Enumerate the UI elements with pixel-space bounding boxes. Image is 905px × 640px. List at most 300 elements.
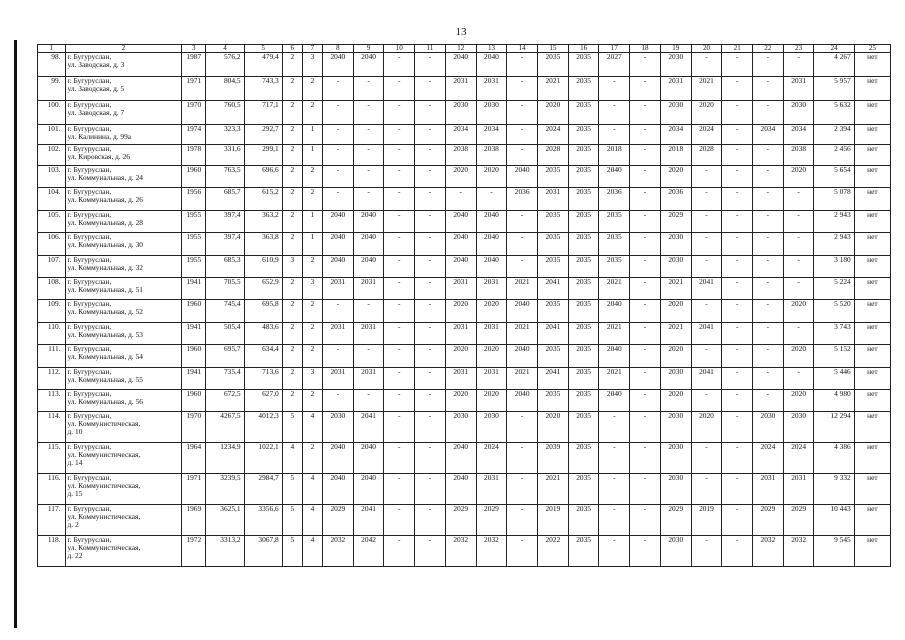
- data-cell: 2031: [476, 368, 507, 390]
- data-cell: 2: [282, 233, 302, 256]
- data-cell: 2031: [476, 474, 507, 505]
- column-number: 14: [507, 45, 538, 53]
- data-cell: 479,4: [244, 53, 282, 77]
- data-cell: 4 386: [814, 443, 854, 474]
- data-cell: -: [507, 101, 538, 125]
- data-cell: нет: [854, 53, 890, 77]
- column-number: 19: [660, 45, 691, 53]
- data-cell: -: [691, 300, 722, 323]
- data-cell: 2031: [538, 188, 569, 211]
- data-cell: -: [322, 345, 353, 368]
- data-cell: -: [722, 256, 753, 278]
- data-cell: 2030: [660, 536, 691, 567]
- data-cell: 2035: [568, 166, 599, 188]
- data-cell: нет: [854, 412, 890, 443]
- data-cell: 735,4: [206, 368, 244, 390]
- data-cell: 3313,2: [206, 536, 244, 567]
- data-cell: 2040: [476, 233, 507, 256]
- data-cell: 652,9: [244, 278, 282, 300]
- column-number-row: [38, 45, 891, 53]
- row-number: 109.: [38, 300, 66, 323]
- address-line: г. Бугуруслан,: [67, 52, 112, 61]
- address-line: ул. Коммунальная, д. 52: [67, 306, 144, 316]
- data-cell: 2035: [568, 536, 599, 567]
- data-cell: -: [783, 233, 814, 256]
- address-line: г. Бугуруслан,: [67, 165, 112, 174]
- data-cell: нет: [854, 145, 890, 166]
- data-cell: нет: [854, 443, 890, 474]
- data-cell: 2040: [476, 53, 507, 77]
- data-cell: 9 545: [814, 536, 854, 567]
- column-number: 21: [722, 45, 753, 53]
- data-cell: 363,8: [244, 233, 282, 256]
- data-cell: нет: [854, 125, 890, 145]
- data-cell: 713,6: [244, 368, 282, 390]
- address-line: г. Бугуруслан,: [67, 124, 112, 133]
- data-cell: 5 632: [814, 101, 854, 125]
- row-number: 101.: [38, 125, 66, 145]
- data-cell: -: [691, 536, 722, 567]
- data-cell: 505,4: [206, 323, 244, 345]
- data-cell: -: [630, 474, 661, 505]
- data-cell: 2038: [783, 145, 814, 166]
- data-cell: -: [691, 443, 722, 474]
- data-cell: 685,3: [206, 256, 244, 278]
- data-cell: 2034: [660, 125, 691, 145]
- data-cell: 2020: [783, 345, 814, 368]
- data-cell: 2031: [322, 323, 353, 345]
- data-cell: -: [783, 323, 814, 345]
- data-cell: 2: [282, 77, 302, 101]
- data-cell: 2035: [538, 345, 569, 368]
- data-cell: 2: [302, 300, 322, 323]
- address-cell: [65, 211, 182, 233]
- data-cell: 4: [302, 505, 322, 536]
- data-cell: -: [722, 166, 753, 188]
- data-cell: 5 520: [814, 300, 854, 323]
- data-cell: -: [722, 145, 753, 166]
- table-row: [38, 278, 891, 300]
- address-line: ул. Коммунистическая,: [67, 480, 141, 490]
- data-cell: -: [384, 166, 415, 188]
- address-line: г. Бугуруслан,: [67, 144, 112, 153]
- data-cell: -: [384, 443, 415, 474]
- data-cell: 2: [282, 53, 302, 77]
- data-cell: -: [322, 300, 353, 323]
- data-cell: -: [322, 166, 353, 188]
- data-cell: -: [630, 256, 661, 278]
- data-cell: -: [630, 166, 661, 188]
- data-cell: 2031: [476, 278, 507, 300]
- data-cell: 2: [282, 166, 302, 188]
- data-cell: 2020: [691, 101, 722, 125]
- data-cell: 2032: [322, 536, 353, 567]
- data-cell: 2029: [660, 505, 691, 536]
- data-cell: -: [322, 125, 353, 145]
- data-cell: 1: [302, 125, 322, 145]
- data-cell: 610,9: [244, 256, 282, 278]
- data-cell: 5 078: [814, 188, 854, 211]
- data-cell: 2041: [353, 505, 384, 536]
- data-cell: -: [415, 390, 446, 412]
- address-cell: [65, 300, 182, 323]
- address-cell: [65, 125, 182, 145]
- column-number: 5: [244, 45, 282, 53]
- data-cell: 695,7: [206, 345, 244, 368]
- data-cell: 2041: [691, 323, 722, 345]
- data-cell: 2040: [322, 443, 353, 474]
- data-cell: -: [476, 188, 507, 211]
- data-cell: 1955: [182, 211, 206, 233]
- data-cell: 615,2: [244, 188, 282, 211]
- data-cell: 2020: [783, 390, 814, 412]
- data-cell: 3625,1: [206, 505, 244, 536]
- data-cell: 2041: [691, 278, 722, 300]
- data-cell: 2040: [599, 166, 630, 188]
- table-row: [38, 125, 891, 145]
- data-cell: -: [722, 390, 753, 412]
- data-cell: -: [753, 345, 784, 368]
- data-cell: 2035: [568, 256, 599, 278]
- data-cell: 3: [302, 368, 322, 390]
- data-cell: 1022,1: [244, 443, 282, 474]
- data-cell: -: [384, 256, 415, 278]
- data-cell: 2032: [783, 536, 814, 567]
- data-cell: 1960: [182, 300, 206, 323]
- data-cell: 4 980: [814, 390, 854, 412]
- data-cell: 2035: [568, 211, 599, 233]
- data-cell: 627,0: [244, 390, 282, 412]
- data-cell: 2 943: [814, 233, 854, 256]
- data-cell: -: [507, 505, 538, 536]
- table-row: [38, 474, 891, 505]
- data-cell: -: [630, 536, 661, 567]
- data-cell: -: [630, 188, 661, 211]
- data-cell: 2030: [660, 101, 691, 125]
- row-number: 113.: [38, 390, 66, 412]
- data-cell: -: [415, 101, 446, 125]
- address-cell: [65, 53, 182, 77]
- data-cell: нет: [854, 278, 890, 300]
- row-number: 106.: [38, 233, 66, 256]
- table-row: [38, 368, 891, 390]
- data-cell: -: [722, 101, 753, 125]
- table-row: [38, 300, 891, 323]
- data-cell: 1970: [182, 412, 206, 443]
- data-cell: 2030: [660, 233, 691, 256]
- address-cell: [65, 505, 182, 536]
- data-cell: 1960: [182, 345, 206, 368]
- data-cell: 2020: [538, 412, 569, 443]
- data-cell: 2040: [322, 53, 353, 77]
- data-cell: 2035: [568, 505, 599, 536]
- data-cell: 2031: [322, 368, 353, 390]
- data-cell: 5: [282, 505, 302, 536]
- data-cell: 2: [302, 256, 322, 278]
- data-cell: -: [783, 256, 814, 278]
- data-cell: 2040: [322, 211, 353, 233]
- data-cell: 2031: [353, 278, 384, 300]
- data-cell: 2020: [538, 101, 569, 125]
- data-cell: -: [630, 53, 661, 77]
- data-cell: -: [722, 474, 753, 505]
- data-cell: 2: [282, 145, 302, 166]
- data-cell: 2041: [691, 368, 722, 390]
- data-cell: -: [415, 474, 446, 505]
- data-cell: -: [599, 412, 630, 443]
- data-cell: 717,1: [244, 101, 282, 125]
- data-cell: 1941: [182, 368, 206, 390]
- data-cell: -: [691, 53, 722, 77]
- data-cell: -: [722, 211, 753, 233]
- data-cell: 2032: [753, 536, 784, 567]
- data-cell: 2035: [599, 211, 630, 233]
- data-cell: 292,7: [244, 125, 282, 145]
- data-cell: 299,1: [244, 145, 282, 166]
- address-cell: [65, 233, 182, 256]
- data-cell: 9 332: [814, 474, 854, 505]
- row-number: 115.: [38, 443, 66, 474]
- data-cell: -: [353, 101, 384, 125]
- data-cell: 2040: [353, 211, 384, 233]
- data-cell: 2020: [783, 166, 814, 188]
- data-cell: -: [753, 166, 784, 188]
- data-cell: 2: [302, 166, 322, 188]
- address-cell: [65, 256, 182, 278]
- column-number: 22: [753, 45, 784, 53]
- data-cell: 4: [302, 474, 322, 505]
- data-cell: -: [384, 412, 415, 443]
- address-line: г. Бугуруслан,: [67, 535, 112, 544]
- address-line: ул. Заводская, д. 5: [67, 83, 125, 93]
- data-cell: 2031: [476, 77, 507, 101]
- data-cell: нет: [854, 536, 890, 567]
- address-line: г. Бугуруслан,: [67, 473, 112, 482]
- data-cell: 2024: [783, 443, 814, 474]
- data-cell: 2030: [445, 412, 476, 443]
- data-cell: нет: [854, 323, 890, 345]
- data-cell: 2030: [783, 101, 814, 125]
- data-cell: 2040: [445, 53, 476, 77]
- data-cell: 745,4: [206, 300, 244, 323]
- data-cell: 2035: [568, 145, 599, 166]
- data-cell: -: [630, 125, 661, 145]
- data-cell: -: [630, 77, 661, 101]
- data-cell: 2020: [476, 345, 507, 368]
- data-cell: -: [630, 233, 661, 256]
- column-number: 4: [206, 45, 244, 53]
- data-cell: 2020: [476, 166, 507, 188]
- data-cell: -: [415, 256, 446, 278]
- address-cell: [65, 474, 182, 505]
- data-cell: -: [353, 145, 384, 166]
- address-line: д. 14: [67, 457, 83, 467]
- data-cell: 685,7: [206, 188, 244, 211]
- data-cell: 2021: [507, 278, 538, 300]
- data-cell: -: [599, 443, 630, 474]
- data-cell: 2021: [599, 368, 630, 390]
- data-cell: 2035: [538, 256, 569, 278]
- data-cell: 2040: [476, 211, 507, 233]
- data-cell: 2021: [660, 278, 691, 300]
- row-number: 99.: [38, 77, 66, 101]
- data-cell: 2042: [353, 536, 384, 567]
- scan-left-edge-bar: [14, 40, 17, 628]
- data-cell: 2040: [599, 345, 630, 368]
- address-cell: [65, 345, 182, 368]
- data-cell: -: [783, 368, 814, 390]
- data-cell: 2040: [507, 345, 538, 368]
- address-line: ул. Заводская, д. 3: [67, 59, 125, 69]
- data-cell: 2984,7: [244, 474, 282, 505]
- data-cell: 2021: [538, 77, 569, 101]
- data-cell: 2 456: [814, 145, 854, 166]
- table-row: [38, 505, 891, 536]
- data-cell: 3356,6: [244, 505, 282, 536]
- data-cell: -: [415, 166, 446, 188]
- address-cell: [65, 323, 182, 345]
- data-cell: 1974: [182, 125, 206, 145]
- data-cell: 2035: [568, 53, 599, 77]
- data-cell: 2020: [445, 390, 476, 412]
- data-cell: -: [353, 125, 384, 145]
- table-row: [38, 53, 891, 77]
- data-cell: 363,2: [244, 211, 282, 233]
- data-cell: 2041: [538, 278, 569, 300]
- data-cell: 2020: [691, 412, 722, 443]
- address-cell: [65, 188, 182, 211]
- data-cell: 2040: [507, 166, 538, 188]
- data-cell: -: [599, 125, 630, 145]
- data-cell: 2031: [445, 77, 476, 101]
- data-cell: 3: [302, 278, 322, 300]
- data-cell: 2031: [783, 474, 814, 505]
- data-cell: 2040: [445, 233, 476, 256]
- data-cell: 2031: [445, 368, 476, 390]
- data-cell: 2041: [353, 412, 384, 443]
- data-cell: нет: [854, 300, 890, 323]
- data-cell: 2038: [476, 145, 507, 166]
- data-cell: 2040: [353, 443, 384, 474]
- data-cell: нет: [854, 188, 890, 211]
- data-cell: 1941: [182, 323, 206, 345]
- data-cell: 5: [282, 536, 302, 567]
- data-cell: 2035: [599, 233, 630, 256]
- data-cell: 2034: [783, 125, 814, 145]
- data-cell: 2040: [476, 256, 507, 278]
- data-cell: -: [691, 256, 722, 278]
- address-line: ул. Коммунистическая,: [67, 542, 141, 552]
- data-cell: 2024: [691, 125, 722, 145]
- column-number: 17: [599, 45, 630, 53]
- data-cell: -: [691, 166, 722, 188]
- data-cell: -: [722, 505, 753, 536]
- data-cell: -: [507, 233, 538, 256]
- data-cell: 2: [302, 323, 322, 345]
- data-cell: 12 294: [814, 412, 854, 443]
- data-cell: 2: [282, 188, 302, 211]
- data-cell: -: [384, 101, 415, 125]
- data-cell: -: [353, 300, 384, 323]
- data-cell: 2031: [353, 368, 384, 390]
- data-cell: 2032: [445, 536, 476, 567]
- data-cell: 2 943: [814, 211, 854, 233]
- data-cell: 10 443: [814, 505, 854, 536]
- column-number: 1: [38, 45, 66, 53]
- data-cell: 2030: [445, 101, 476, 125]
- column-number: 6: [282, 45, 302, 53]
- address-cell: [65, 412, 182, 443]
- data-cell: 397,4: [206, 211, 244, 233]
- data-cell: 1941: [182, 278, 206, 300]
- data-cell: -: [722, 188, 753, 211]
- data-cell: 2040: [445, 211, 476, 233]
- data-cell: -: [722, 368, 753, 390]
- data-cell: -: [722, 345, 753, 368]
- address-line: ул. Кировская, д. 26: [67, 151, 131, 161]
- data-cell: 760,5: [206, 101, 244, 125]
- data-cell: -: [783, 188, 814, 211]
- data-cell: 2: [302, 101, 322, 125]
- data-cell: 2: [282, 368, 302, 390]
- data-cell: -: [630, 505, 661, 536]
- data-cell: 1970: [182, 101, 206, 125]
- data-cell: -: [599, 505, 630, 536]
- data-cell: -: [599, 101, 630, 125]
- data-cell: -: [599, 474, 630, 505]
- data-cell: нет: [854, 256, 890, 278]
- data-cell: 2030: [660, 368, 691, 390]
- table-row: [38, 211, 891, 233]
- column-number: 11: [415, 45, 446, 53]
- table-row: [38, 390, 891, 412]
- data-cell: 2: [302, 390, 322, 412]
- table-row: [38, 536, 891, 567]
- data-cell: -: [753, 323, 784, 345]
- data-cell: -: [630, 412, 661, 443]
- data-cell: 2035: [538, 233, 569, 256]
- data-cell: 2029: [445, 505, 476, 536]
- data-cell: 2021: [599, 323, 630, 345]
- data-cell: -: [507, 536, 538, 567]
- data-cell: -: [384, 323, 415, 345]
- data-cell: 2040: [445, 443, 476, 474]
- data-cell: -: [384, 474, 415, 505]
- data-cell: -: [722, 323, 753, 345]
- data-cell: 2021: [660, 323, 691, 345]
- data-cell: 2: [282, 345, 302, 368]
- data-cell: -: [384, 390, 415, 412]
- data-cell: -: [384, 300, 415, 323]
- data-cell: 4012,3: [244, 412, 282, 443]
- data-cell: -: [753, 300, 784, 323]
- data-cell: 2030: [660, 412, 691, 443]
- data-cell: 2027: [599, 53, 630, 77]
- data-cell: -: [415, 188, 446, 211]
- data-cell: 2035: [568, 368, 599, 390]
- address-line: ул. Коммунальная, д. 32: [67, 262, 144, 272]
- data-cell: -: [322, 390, 353, 412]
- address-line: ул. Коммунистическая,: [67, 418, 141, 428]
- data-cell: 2035: [568, 278, 599, 300]
- data-cell: нет: [854, 233, 890, 256]
- data-cell: 2038: [445, 145, 476, 166]
- data-cell: -: [507, 125, 538, 145]
- address-line: ул. Коммунальная, д. 30: [67, 239, 144, 249]
- data-cell: 2039: [538, 443, 569, 474]
- data-cell: нет: [854, 166, 890, 188]
- data-cell: 2: [282, 101, 302, 125]
